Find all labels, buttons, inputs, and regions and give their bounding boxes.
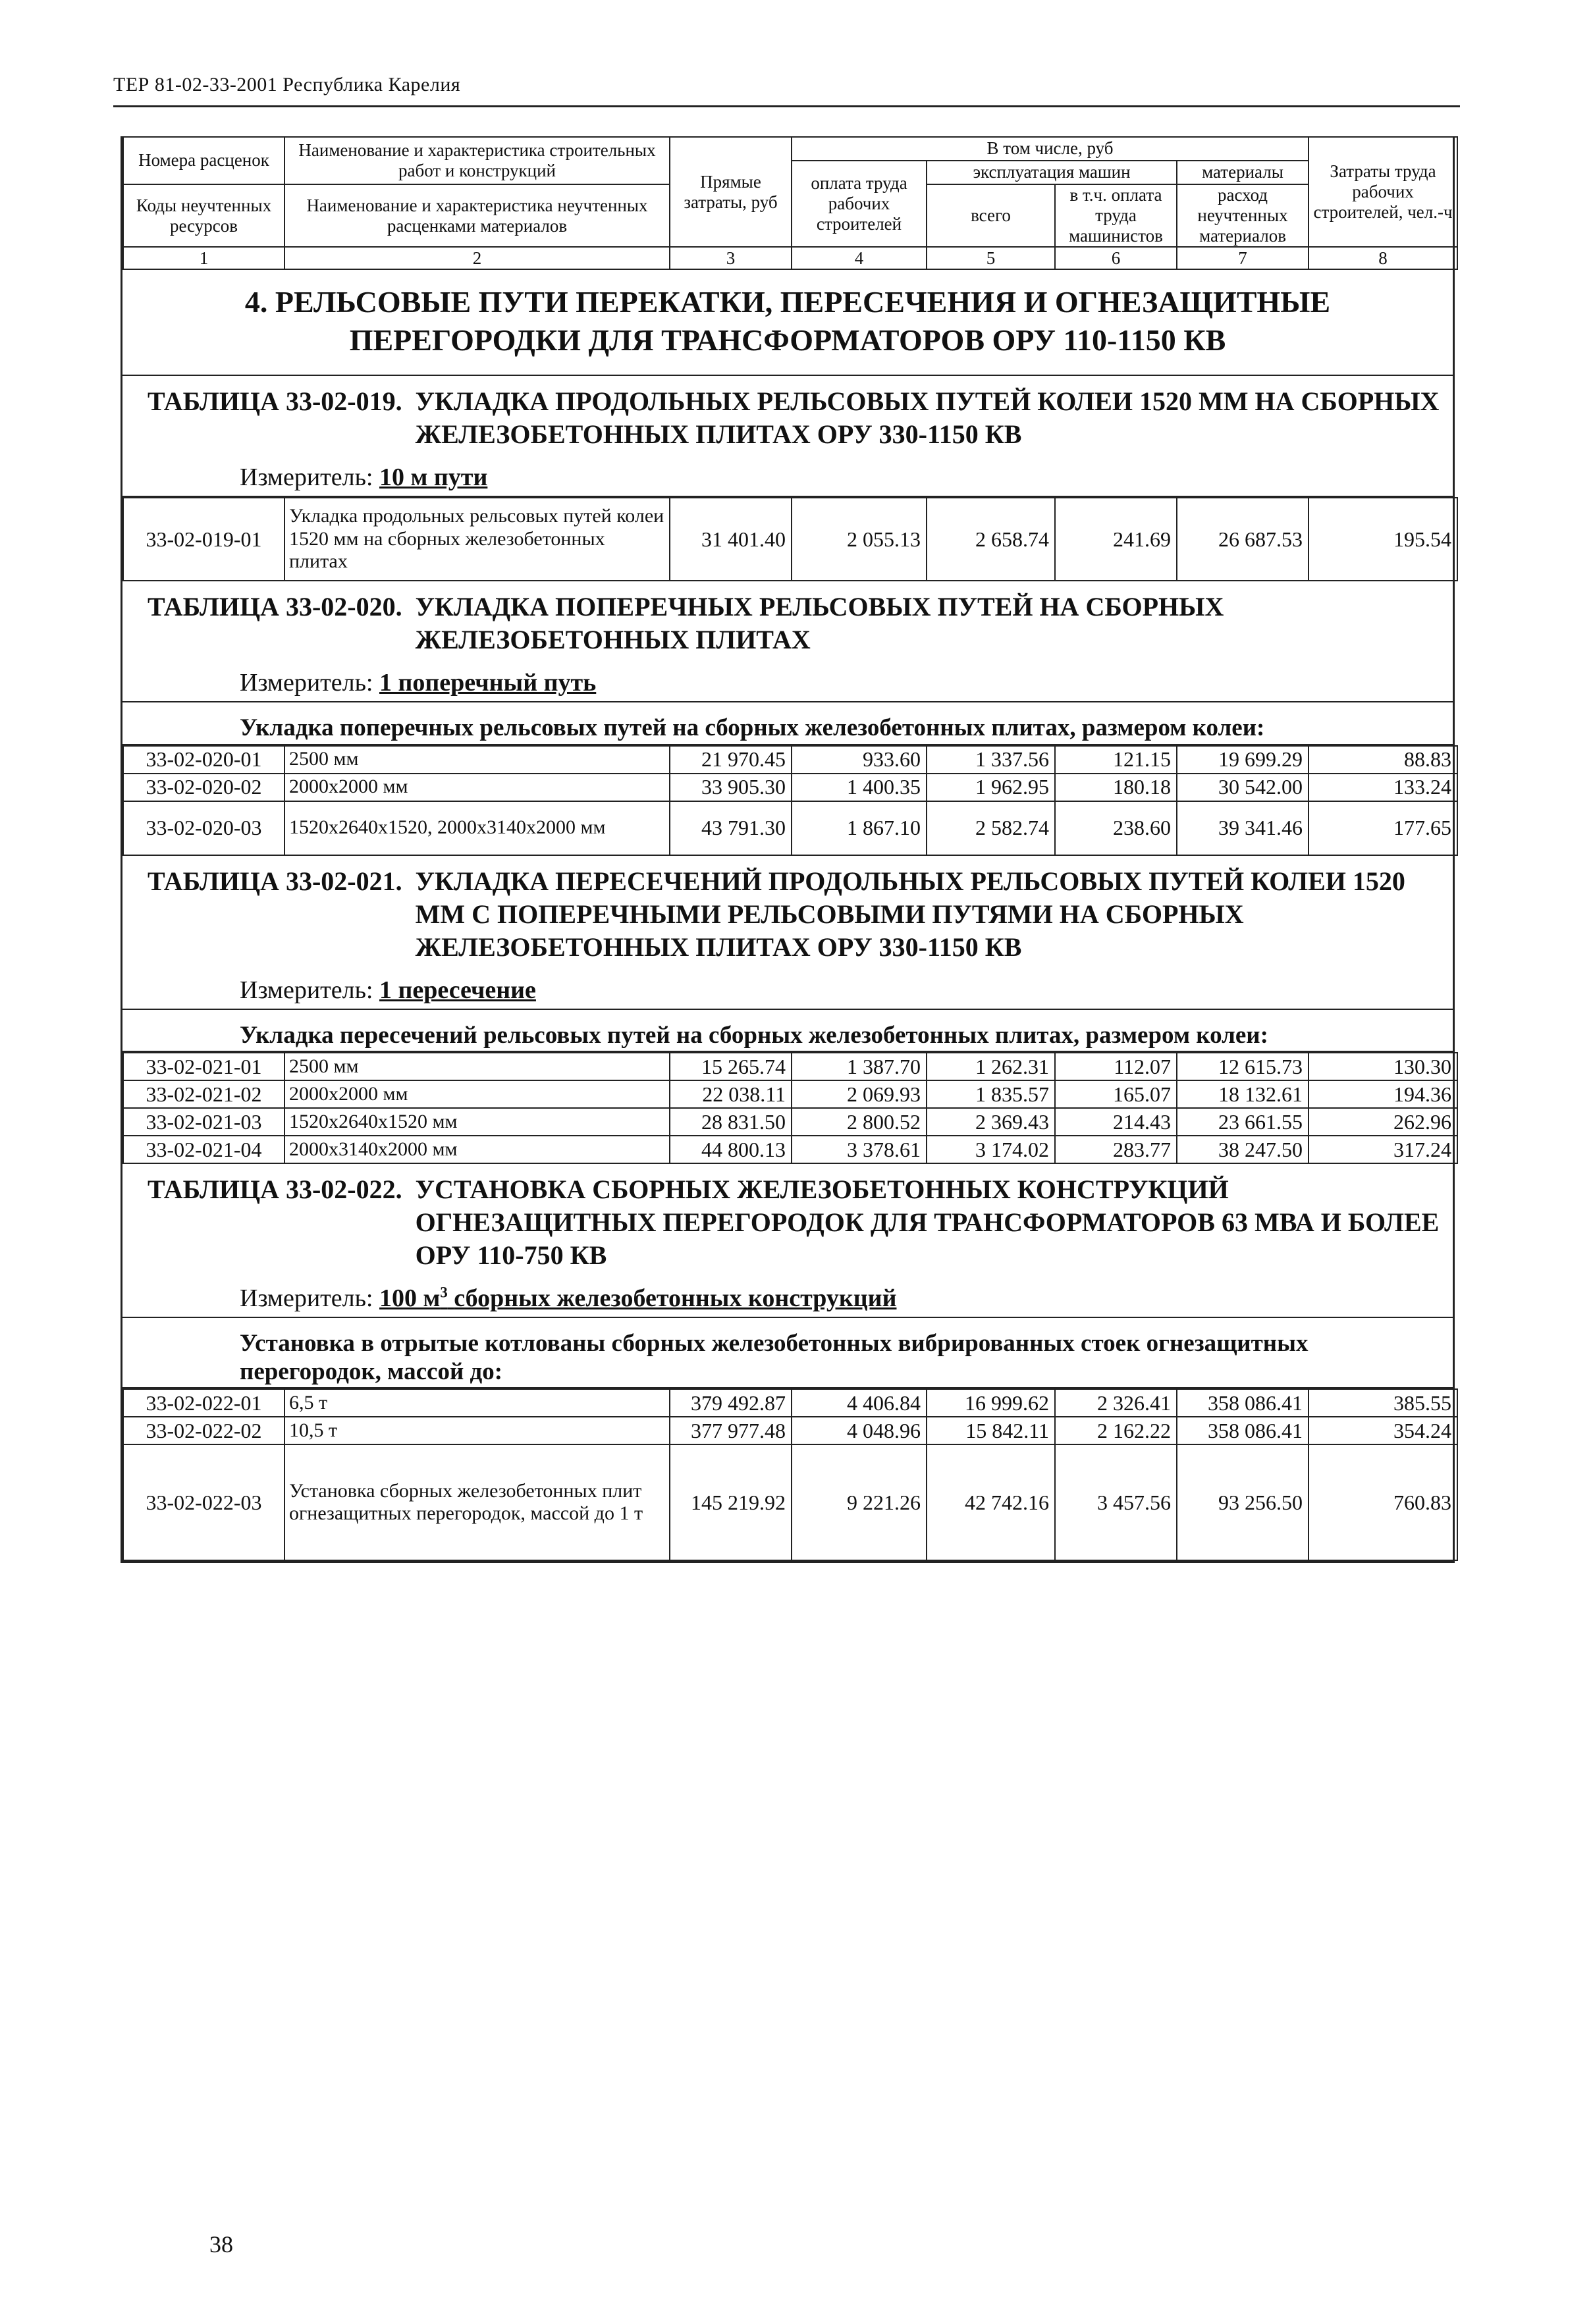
col-machines-pay: в т.ч. оплата труда машинистов (1055, 184, 1177, 247)
col-machines-total: всего (927, 184, 1055, 247)
col-codes-bottom: Коды неучтенных ресурсов (123, 184, 284, 247)
col-machines: эксплуатация машин (927, 161, 1177, 184)
table-row (123, 1417, 1457, 1444)
col-name-top: Наименование и характеристика строительных работ и конструкций (284, 137, 670, 184)
labor-pay: 2 055.13 (792, 498, 927, 581)
table-row (123, 1108, 1457, 1136)
col-including: В том числе, руб (792, 137, 1309, 161)
labor-hours: 262.96 (1309, 1108, 1457, 1136)
materials: 12 615.73 (1177, 1053, 1309, 1080)
measure-value-main: 100 м (379, 1284, 441, 1313)
labor-hours: 760.83 (1309, 1444, 1457, 1560)
direct-cost: 15 265.74 (670, 1053, 792, 1080)
table-row (123, 1136, 1457, 1163)
table-name: УКЛАДКА ПЕРЕСЕЧЕНИЙ ПРОДОЛЬНЫХ РЕЛЬСОВЫХ ПУТЕЙ КОЛЕИ 1520 ММ С ПОПЕРЕЧНЫМИ РЕЛЬСОВЫМИ ПУТЯМИ НА СБОРНЫХ ЖЕЛЕЗОБЕТОННЫХ ПЛИТАХ ОРУ 330-1150 КВ (415, 866, 1405, 962)
direct-cost: 28 831.50 (670, 1108, 792, 1136)
measure-label: Измеритель: (240, 669, 373, 697)
machines-total: 1 337.56 (927, 746, 1055, 774)
machines-pay: 121.15 (1055, 746, 1177, 774)
table-title (122, 581, 1453, 662)
machines-total: 1 962.95 (927, 774, 1055, 801)
machines-total: 2 658.74 (927, 498, 1055, 581)
direct-cost: 145 219.92 (670, 1444, 792, 1560)
table-code: ТАБЛИЦА 33-02-020. (148, 592, 402, 622)
rates-sheet (121, 136, 1455, 1563)
labor-hours: 133.24 (1309, 774, 1457, 801)
rates-table (122, 1388, 1458, 1561)
rate-code: 33-02-020-03 (123, 801, 284, 855)
materials: 23 661.55 (1177, 1108, 1309, 1136)
measure-value: 10 м пути (379, 463, 488, 492)
labor-pay: 4 048.96 (792, 1417, 927, 1444)
direct-cost: 43 791.30 (670, 801, 792, 855)
materials: 18 132.61 (1177, 1080, 1309, 1108)
col-number: 3 (670, 247, 792, 269)
measure-unit (122, 456, 1453, 497)
table-title (122, 1164, 1453, 1277)
labor-pay: 3 378.61 (792, 1136, 927, 1163)
rate-name: 2000х2000 мм (284, 1080, 670, 1108)
col-direct: Прямые затраты, руб (670, 137, 792, 247)
column-header-table (122, 136, 1458, 270)
direct-cost: 44 800.13 (670, 1136, 792, 1163)
labor-hours: 88.83 (1309, 746, 1457, 774)
running-header: ТЕР 81-02-33-2001 Республика Карелия (113, 74, 461, 95)
materials: 358 086.41 (1177, 1389, 1309, 1417)
rate-name: 2500 мм (284, 1053, 670, 1080)
rate-code: 33-02-021-02 (123, 1080, 284, 1108)
rate-table-019 (122, 376, 1453, 581)
section-title: 4. РЕЛЬСОВЫЕ ПУТИ ПЕРЕКАТКИ, ПЕРЕСЕЧЕНИЯ И ОГНЕЗАЩИТНЫЕ ПЕРЕГОРОДКИ ДЛЯ ТРАНСФОРМАТОРОВ ОРУ 110-1150 КВ (122, 270, 1453, 376)
machines-pay: 3 457.56 (1055, 1444, 1177, 1560)
materials: 39 341.46 (1177, 801, 1309, 855)
materials: 93 256.50 (1177, 1444, 1309, 1560)
table-title (122, 376, 1453, 456)
machines-total: 42 742.16 (927, 1444, 1055, 1560)
table-code: ТАБЛИЦА 33-02-021. (148, 866, 402, 896)
machines-total: 1 262.31 (927, 1053, 1055, 1080)
measure-sup: 3 (440, 1284, 448, 1301)
direct-cost: 33 905.30 (670, 774, 792, 801)
machines-pay: 112.07 (1055, 1053, 1177, 1080)
rates-table (122, 497, 1458, 581)
labor-hours: 195.54 (1309, 498, 1457, 581)
rate-name: 2000х3140х2000 мм (284, 1136, 670, 1163)
machines-pay: 238.60 (1055, 801, 1177, 855)
rate-code: 33-02-022-03 (123, 1444, 284, 1560)
table-title (122, 856, 1453, 969)
machines-pay: 283.77 (1055, 1136, 1177, 1163)
table-code: ТАБЛИЦА 33-02-022. (148, 1175, 402, 1205)
machines-pay: 2 162.22 (1055, 1417, 1177, 1444)
table-subheading: Укладка поперечных рельсовых путей на сборных железобетонных плитах, размером колеи: (122, 702, 1453, 745)
col-materials-sub: расход неучтенных материалов (1177, 184, 1309, 247)
rate-code: 33-02-021-04 (123, 1136, 284, 1163)
measure-label: Измеритель: (240, 463, 373, 492)
rate-code: 33-02-020-02 (123, 774, 284, 801)
table-name: УКЛАДКА ПРОДОЛЬНЫХ РЕЛЬСОВЫХ ПУТЕЙ КОЛЕИ 1520 ММ НА СБОРНЫХ ЖЕЛЕЗОБЕТОННЫХ ПЛИТАХ ОРУ 330-1150 КВ (415, 386, 1440, 450)
rate-table-022 (122, 1164, 1453, 1561)
table-row (123, 1389, 1457, 1417)
materials: 358 086.41 (1177, 1417, 1309, 1444)
rate-name: 2500 мм (284, 746, 670, 774)
rate-code: 33-02-022-01 (123, 1389, 284, 1417)
measure-value (379, 1284, 896, 1312)
rate-name: 1520х2640х1520 мм (284, 1108, 670, 1136)
labor-hours: 130.30 (1309, 1053, 1457, 1080)
table-row (123, 1444, 1457, 1560)
page-number: 38 (209, 2231, 233, 2258)
machines-pay: 241.69 (1055, 498, 1177, 581)
materials: 19 699.29 (1177, 746, 1309, 774)
rate-name: 6,5 т (284, 1389, 670, 1417)
measure-unit (122, 1277, 1453, 1318)
measure-unit (122, 969, 1453, 1010)
direct-cost: 379 492.87 (670, 1389, 792, 1417)
machines-total: 16 999.62 (927, 1389, 1055, 1417)
direct-cost: 377 977.48 (670, 1417, 792, 1444)
machines-total: 2 369.43 (927, 1108, 1055, 1136)
measure-value: 1 поперечный путь (379, 669, 597, 697)
labor-pay: 933.60 (792, 746, 927, 774)
table-row (123, 801, 1457, 855)
rate-code: 33-02-021-03 (123, 1108, 284, 1136)
labor-pay: 4 406.84 (792, 1389, 927, 1417)
table-subheading: Установка в отрытые котлованы сборных железобетонных вибрированных стоек огнезащитных перегородок, массой до: (122, 1318, 1453, 1388)
machines-pay: 165.07 (1055, 1080, 1177, 1108)
rate-code: 33-02-022-02 (123, 1417, 284, 1444)
rate-table-021 (122, 856, 1453, 1165)
rate-code: 33-02-021-01 (123, 1053, 284, 1080)
measure-value: 1 пересечение (379, 976, 536, 1004)
measure-unit (122, 662, 1453, 702)
col-number: 2 (284, 247, 670, 269)
rate-name: 2000х2000 мм (284, 774, 670, 801)
machines-pay: 2 326.41 (1055, 1389, 1177, 1417)
machines-pay: 180.18 (1055, 774, 1177, 801)
table-row (123, 1053, 1457, 1080)
rate-name: Установка сборных железобетонных плит огнезащитных перегородок, массой до 1 т (284, 1444, 670, 1560)
rate-name: Укладка продольных рельсовых путей колеи 1520 мм на сборных железобетонных плитах (284, 498, 670, 581)
labor-pay: 2 800.52 (792, 1108, 927, 1136)
labor-hours: 194.36 (1309, 1080, 1457, 1108)
measure-value-tail: сборных железобетонных конструкций (454, 1284, 897, 1313)
machines-total: 3 174.02 (927, 1136, 1055, 1163)
machines-total: 2 582.74 (927, 801, 1055, 855)
table-subheading: Укладка пересечений рельсовых путей на сборных железобетонных плитах, размером колеи: (122, 1010, 1453, 1053)
labor-pay: 1 387.70 (792, 1053, 927, 1080)
labor-pay: 9 221.26 (792, 1444, 927, 1560)
rate-name: 1520х2640х1520, 2000х3140х2000 мм (284, 801, 670, 855)
table-row (123, 498, 1457, 581)
labor-pay: 1 867.10 (792, 801, 927, 855)
measure-label: Измеритель: (240, 1284, 373, 1313)
rate-name: 10,5 т (284, 1417, 670, 1444)
labor-hours: 354.24 (1309, 1417, 1457, 1444)
table-row (123, 1080, 1457, 1108)
machines-total: 1 835.57 (927, 1080, 1055, 1108)
table-row (123, 746, 1457, 774)
col-name-bottom: Наименование и характеристика неучтенных расценками материалов (284, 184, 670, 247)
rates-table (122, 1052, 1458, 1164)
materials: 26 687.53 (1177, 498, 1309, 581)
col-number: 4 (792, 247, 927, 269)
rate-code: 33-02-019-01 (123, 498, 284, 581)
col-labor-cost: Затраты труда рабочих строителей, чел.-ч (1309, 137, 1457, 247)
col-number: 8 (1309, 247, 1457, 269)
materials: 30 542.00 (1177, 774, 1309, 801)
measure-label: Измеритель: (240, 976, 373, 1004)
labor-hours: 385.55 (1309, 1389, 1457, 1417)
direct-cost: 22 038.11 (670, 1080, 792, 1108)
rate-code: 33-02-020-01 (123, 746, 284, 774)
table-name: УКЛАДКА ПОПЕРЕЧНЫХ РЕЛЬСОВЫХ ПУТЕЙ НА СБОРНЫХ ЖЕЛЕЗОБЕТОННЫХ ПЛИТАХ (415, 592, 1224, 655)
labor-hours: 177.65 (1309, 801, 1457, 855)
header-rule (113, 105, 1460, 107)
col-number: 1 (123, 247, 284, 269)
machines-pay: 214.43 (1055, 1108, 1177, 1136)
labor-pay: 2 069.93 (792, 1080, 927, 1108)
machines-total: 15 842.11 (927, 1417, 1055, 1444)
direct-cost: 21 970.45 (670, 746, 792, 774)
table-row (123, 774, 1457, 801)
direct-cost: 31 401.40 (670, 498, 792, 581)
table-name: УСТАНОВКА СБОРНЫХ ЖЕЛЕЗОБЕТОННЫХ КОНСТРУКЦИЙ ОГНЕЗАЩИТНЫХ ПЕРЕГОРОДОК ДЛЯ ТРАНСФОРМАТОРОВ 63 МВА И БОЛЕЕ ОРУ 110-750 КВ (415, 1175, 1440, 1271)
col-codes-top: Номера расценок (123, 137, 284, 184)
labor-pay: 1 400.35 (792, 774, 927, 801)
rate-table-020 (122, 581, 1453, 856)
materials: 38 247.50 (1177, 1136, 1309, 1163)
col-labor-pay: оплата труда рабочих строителей (792, 161, 927, 247)
labor-hours: 317.24 (1309, 1136, 1457, 1163)
rates-table (122, 745, 1458, 856)
table-code: ТАБЛИЦА 33-02-019. (148, 386, 402, 417)
col-number: 6 (1055, 247, 1177, 269)
col-number: 7 (1177, 247, 1309, 269)
col-materials: материалы (1177, 161, 1309, 184)
col-number: 5 (927, 247, 1055, 269)
